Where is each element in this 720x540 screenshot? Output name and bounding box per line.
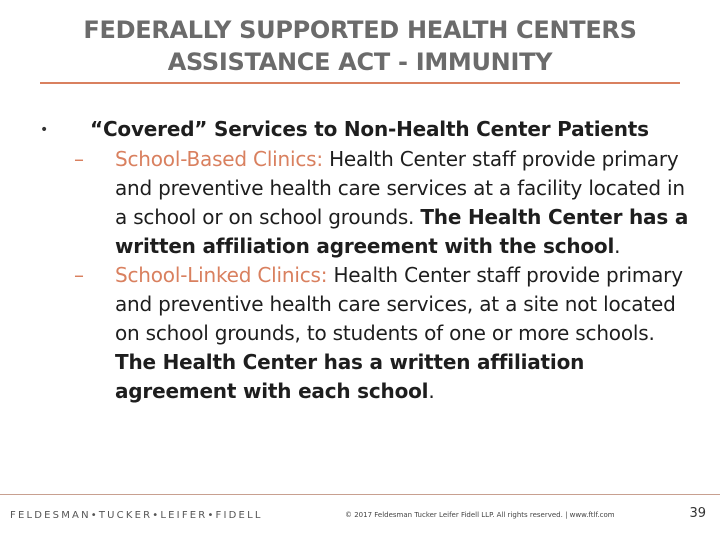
title-divider: [40, 82, 680, 84]
footer-divider: [0, 494, 720, 495]
sub-bullet-bold-text: The Health Center has a written affiliation agreement with the school: [115, 205, 689, 258]
sub-bullet-end: .: [614, 234, 621, 258]
sub-bullet-text: Health Center staff provide primary and preventive health care services at a facility located in a school or on school grounds.: [115, 147, 685, 229]
main-bullet-text: “Covered” Services to Non-Health Center Patients: [90, 117, 649, 141]
sub-bullet-bold-text: The Health Center has a written affiliation agreement with each school: [115, 350, 585, 403]
sub-bullet-heading: School-Linked Clinics:: [115, 263, 328, 287]
sub-bullet-end: .: [428, 379, 435, 403]
main-bullet: [40, 115, 700, 145]
sub-bullet-school-based: [40, 145, 700, 261]
page-number: 39: [689, 506, 706, 521]
title-line-2: ASSISTANCE ACT - IMMUNITY: [167, 48, 553, 76]
sub-bullet-heading: School-Based Clinics:: [115, 147, 323, 171]
dash-icon: –: [74, 263, 84, 287]
sub-bullet-text: Health Center staff provide primary and preventive health care services, at a site not located on school grounds, to students of one or more schools.: [115, 263, 683, 345]
copyright-text: © 2017 Feldesman Tucker Leifer Fidell LLP. All rights reserved. | www.ftlf.com: [345, 511, 615, 519]
sub-bullet-school-linked: [40, 261, 700, 406]
dash-icon: –: [74, 147, 84, 171]
firm-logo: FELDESMAN•TUCKER•LEIFER•FIDELL: [10, 510, 263, 521]
slide-body: [40, 115, 700, 406]
slide-title: [20, 14, 700, 78]
bullet-icon: •: [40, 122, 49, 138]
title-line-1: FEDERALLY SUPPORTED HEALTH CENTERS: [83, 16, 637, 44]
